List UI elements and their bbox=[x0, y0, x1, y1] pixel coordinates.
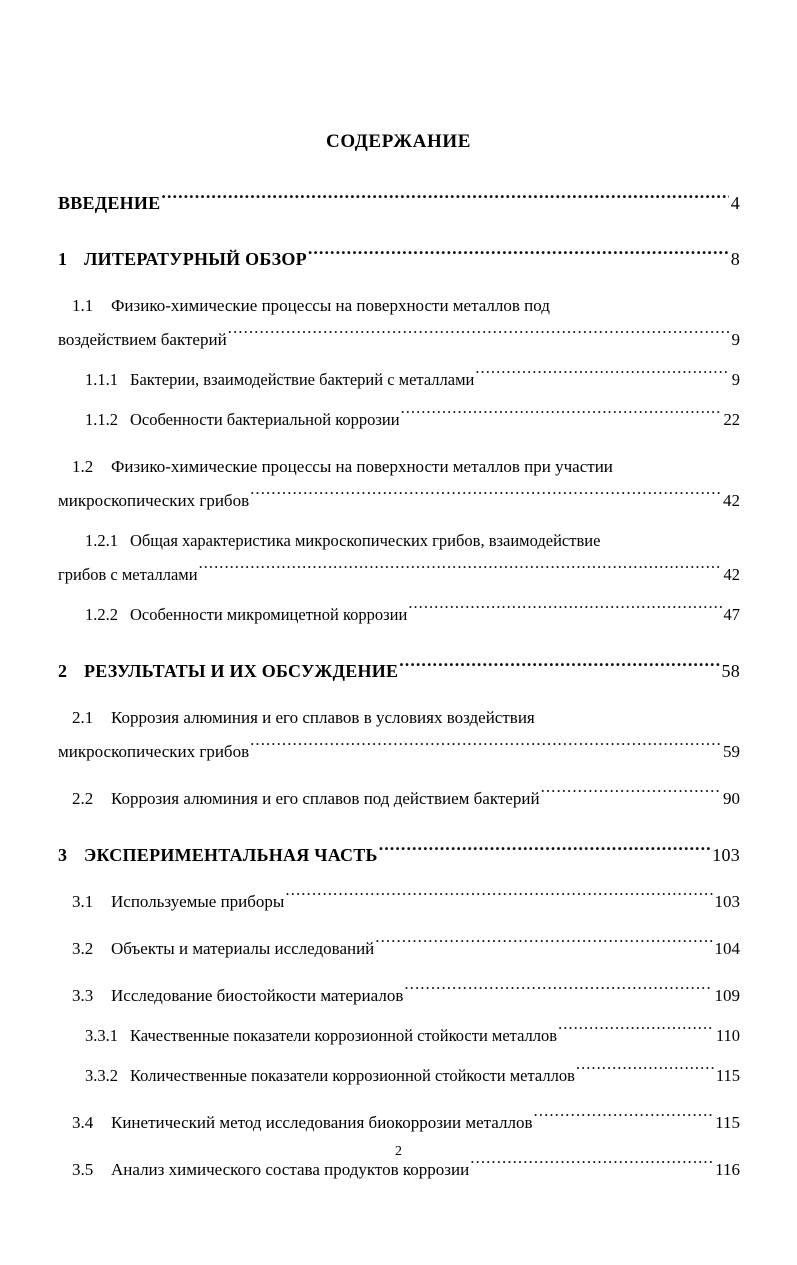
toc-entry[interactable] bbox=[58, 979, 740, 1013]
toc-entry-label: Особенности бактериальной коррозии bbox=[130, 410, 400, 429]
toc-entry-label: Количественные показатели коррозионной стойкости металлов bbox=[130, 1066, 575, 1085]
toc-dot-leader bbox=[199, 564, 722, 581]
toc-entry-page-number: 4 bbox=[730, 193, 740, 213]
toc-entry[interactable] bbox=[58, 598, 740, 632]
toc-entry[interactable] bbox=[58, 186, 740, 220]
toc-entry-page-number: 8 bbox=[730, 249, 740, 269]
toc-dot-leader bbox=[228, 328, 730, 345]
toc-dot-leader bbox=[470, 1158, 713, 1175]
toc-entry[interactable] bbox=[58, 932, 740, 966]
toc-entry-page-number: 110 bbox=[715, 1026, 740, 1045]
toc-entry-label: Особенности микромицетной коррозии bbox=[130, 605, 408, 624]
toc-entry-label: Используемые приборы bbox=[111, 892, 285, 911]
toc-entry-label: грибов с металлами bbox=[58, 565, 198, 584]
toc-entry[interactable] bbox=[58, 701, 740, 769]
toc-entry-page-number: 90 bbox=[723, 789, 740, 808]
toc-entry-number: 1.1 bbox=[72, 296, 94, 315]
toc-entry-wrapped-line bbox=[58, 323, 740, 357]
toc-dot-leader bbox=[250, 489, 721, 506]
toc-entry-page-number: 22 bbox=[723, 410, 740, 429]
toc-entry-line bbox=[58, 598, 740, 632]
toc-entry-line bbox=[58, 932, 740, 966]
toc-entry-line bbox=[58, 403, 740, 437]
toc-entry-number: 1.1.2 bbox=[85, 410, 118, 429]
toc-dot-leader bbox=[308, 247, 729, 265]
toc-entry[interactable] bbox=[58, 403, 740, 437]
toc-entry-wrapped-line bbox=[58, 735, 740, 769]
toc-dot-leader bbox=[558, 1025, 714, 1042]
toc-dot-leader bbox=[475, 369, 729, 386]
toc-entry-page-number: 103 bbox=[714, 892, 740, 911]
toc-entry-number: 3.2 bbox=[72, 939, 94, 958]
toc-entry-line bbox=[58, 701, 740, 735]
toc-entry-wrapped-line bbox=[58, 558, 740, 592]
toc-entry-page-number: 47 bbox=[723, 605, 740, 624]
toc-entry-line bbox=[58, 838, 740, 872]
toc-dot-leader bbox=[401, 409, 722, 426]
toc-entry-number: 2.1 bbox=[72, 708, 94, 727]
toc-entry[interactable] bbox=[58, 363, 740, 397]
toc-entry-number: 2 bbox=[58, 661, 68, 681]
toc-entry-line bbox=[58, 885, 740, 919]
toc-entry-line bbox=[58, 186, 740, 220]
toc-entry-number: 3.4 bbox=[72, 1113, 94, 1132]
toc-entry-number: 1 bbox=[58, 249, 68, 269]
toc-entry-line bbox=[58, 1106, 740, 1140]
toc-entry-number: 1.2 bbox=[72, 457, 94, 476]
toc-entry-line bbox=[58, 782, 740, 816]
toc-dot-leader bbox=[533, 1111, 713, 1128]
toc-entry-number: 2.2 bbox=[72, 789, 94, 808]
toc-entry-line bbox=[58, 654, 740, 688]
toc-entry-label: микроскопических грибов bbox=[58, 742, 250, 761]
toc-entry-label: Кинетический метод исследования биокоррозии металлов bbox=[111, 1113, 533, 1132]
toc-entry-page-number: 59 bbox=[723, 742, 740, 761]
toc-dot-leader bbox=[375, 937, 712, 954]
toc-entry-page-number: 115 bbox=[715, 1113, 740, 1132]
toc-entry[interactable] bbox=[58, 1106, 740, 1140]
toc-entry-number: 1.2.1 bbox=[85, 531, 118, 550]
toc-dot-leader bbox=[408, 604, 721, 621]
toc-entry[interactable] bbox=[58, 242, 740, 276]
toc-entry-number: 3.3 bbox=[72, 986, 94, 1005]
toc-dot-leader bbox=[250, 740, 721, 757]
toc-entry[interactable] bbox=[58, 782, 740, 816]
toc-entry[interactable] bbox=[58, 838, 740, 872]
toc-entry-label: Физико-химические процессы на поверхности металлов под bbox=[111, 296, 550, 315]
toc-entry[interactable] bbox=[58, 1059, 740, 1093]
toc-entry-page-number: 9 bbox=[731, 370, 740, 389]
toc-entry-label: ЛИТЕРАТУРНЫЙ ОБЗОР bbox=[84, 249, 307, 269]
toc-entry-label: Исследование биостойкости материалов bbox=[111, 986, 404, 1005]
toc-entry-wrapped-line bbox=[58, 484, 740, 518]
toc-entry-number: 1.1.1 bbox=[85, 370, 118, 389]
toc-entry-label: воздействием бактерий bbox=[58, 330, 227, 349]
toc-entry-number: 3 bbox=[58, 845, 68, 865]
toc-entry-label: микроскопических грибов bbox=[58, 491, 250, 510]
toc-entry-label: ЭКСПЕРИМЕНТАЛЬНАЯ ЧАСТЬ bbox=[84, 845, 378, 865]
toc-entry-page-number: 115 bbox=[715, 1066, 740, 1085]
toc-entry-line bbox=[58, 979, 740, 1013]
toc-entry-line bbox=[58, 289, 740, 323]
toc-dot-leader bbox=[161, 191, 728, 209]
toc-dot-leader bbox=[404, 984, 712, 1001]
toc-dot-leader bbox=[285, 890, 712, 907]
toc-entry[interactable] bbox=[58, 524, 740, 592]
page-number-folio: 2 bbox=[395, 1144, 402, 1159]
toc-entry[interactable] bbox=[58, 450, 740, 518]
toc-entry-number: 3.3.2 bbox=[85, 1066, 118, 1085]
toc-entry-number: 3.3.1 bbox=[85, 1026, 118, 1045]
toc-entry-line bbox=[58, 1019, 740, 1053]
toc-entry-label: Физико-химические процессы на поверхности металлов при участии bbox=[111, 457, 613, 476]
toc-entry-label: РЕЗУЛЬТАТЫ И ИХ ОБСУЖДЕНИЕ bbox=[84, 661, 399, 681]
toc-entry-page-number: 58 bbox=[721, 661, 740, 681]
toc-entry-page-number: 42 bbox=[723, 565, 740, 584]
toc-entry-page-number: 9 bbox=[731, 330, 740, 349]
toc-entry-line bbox=[58, 363, 740, 397]
toc-entry-page-number: 103 bbox=[712, 845, 740, 865]
toc-dot-leader bbox=[541, 787, 721, 804]
toc-entry-label: Бактерии, взаимодействие бактерий с металлами bbox=[130, 370, 475, 389]
toc-entry-label: Общая характеристика микроскопических грибов, взаимодействие bbox=[130, 531, 601, 550]
toc-entry-page-number: 109 bbox=[714, 986, 740, 1005]
toc-entry-line bbox=[58, 242, 740, 276]
toc-entry[interactable] bbox=[58, 654, 740, 688]
toc-dot-leader bbox=[399, 659, 719, 677]
toc-entry[interactable] bbox=[58, 289, 740, 357]
toc-entry-page-number: 116 bbox=[715, 1160, 740, 1179]
toc-entry[interactable] bbox=[58, 885, 740, 919]
toc-entry-label: Анализ химического состава продуктов коррозии bbox=[111, 1160, 470, 1179]
toc-entry-number: 3.5 bbox=[72, 1160, 94, 1179]
toc-entry-label: Коррозия алюминия и его сплавов в условиях воздействия bbox=[111, 708, 535, 727]
page-title: СОДЕРЖАНИЕ bbox=[326, 131, 471, 152]
toc-dot-leader bbox=[379, 843, 711, 861]
toc-entry-label: Коррозия алюминия и его сплавов под действием бактерий bbox=[111, 789, 540, 808]
toc-entry-line bbox=[58, 450, 740, 484]
toc-entry-label: Объекты и материалы исследований bbox=[111, 939, 375, 958]
toc-entry-line bbox=[58, 1059, 740, 1093]
toc-entry-line bbox=[58, 524, 740, 558]
toc-entry[interactable] bbox=[58, 1019, 740, 1053]
toc-entry-number: 1.2.2 bbox=[85, 605, 118, 624]
toc-entry-page-number: 104 bbox=[714, 939, 740, 958]
toc-entry-label: Качественные показатели коррозионной стойкости металлов bbox=[130, 1026, 558, 1045]
toc-entry-number: 3.1 bbox=[72, 892, 94, 911]
table-of-contents bbox=[58, 186, 740, 1187]
toc-entry-page-number: 42 bbox=[723, 491, 740, 510]
toc-dot-leader bbox=[576, 1065, 714, 1082]
toc-entry-label: ВВЕДЕНИЕ bbox=[58, 193, 161, 213]
